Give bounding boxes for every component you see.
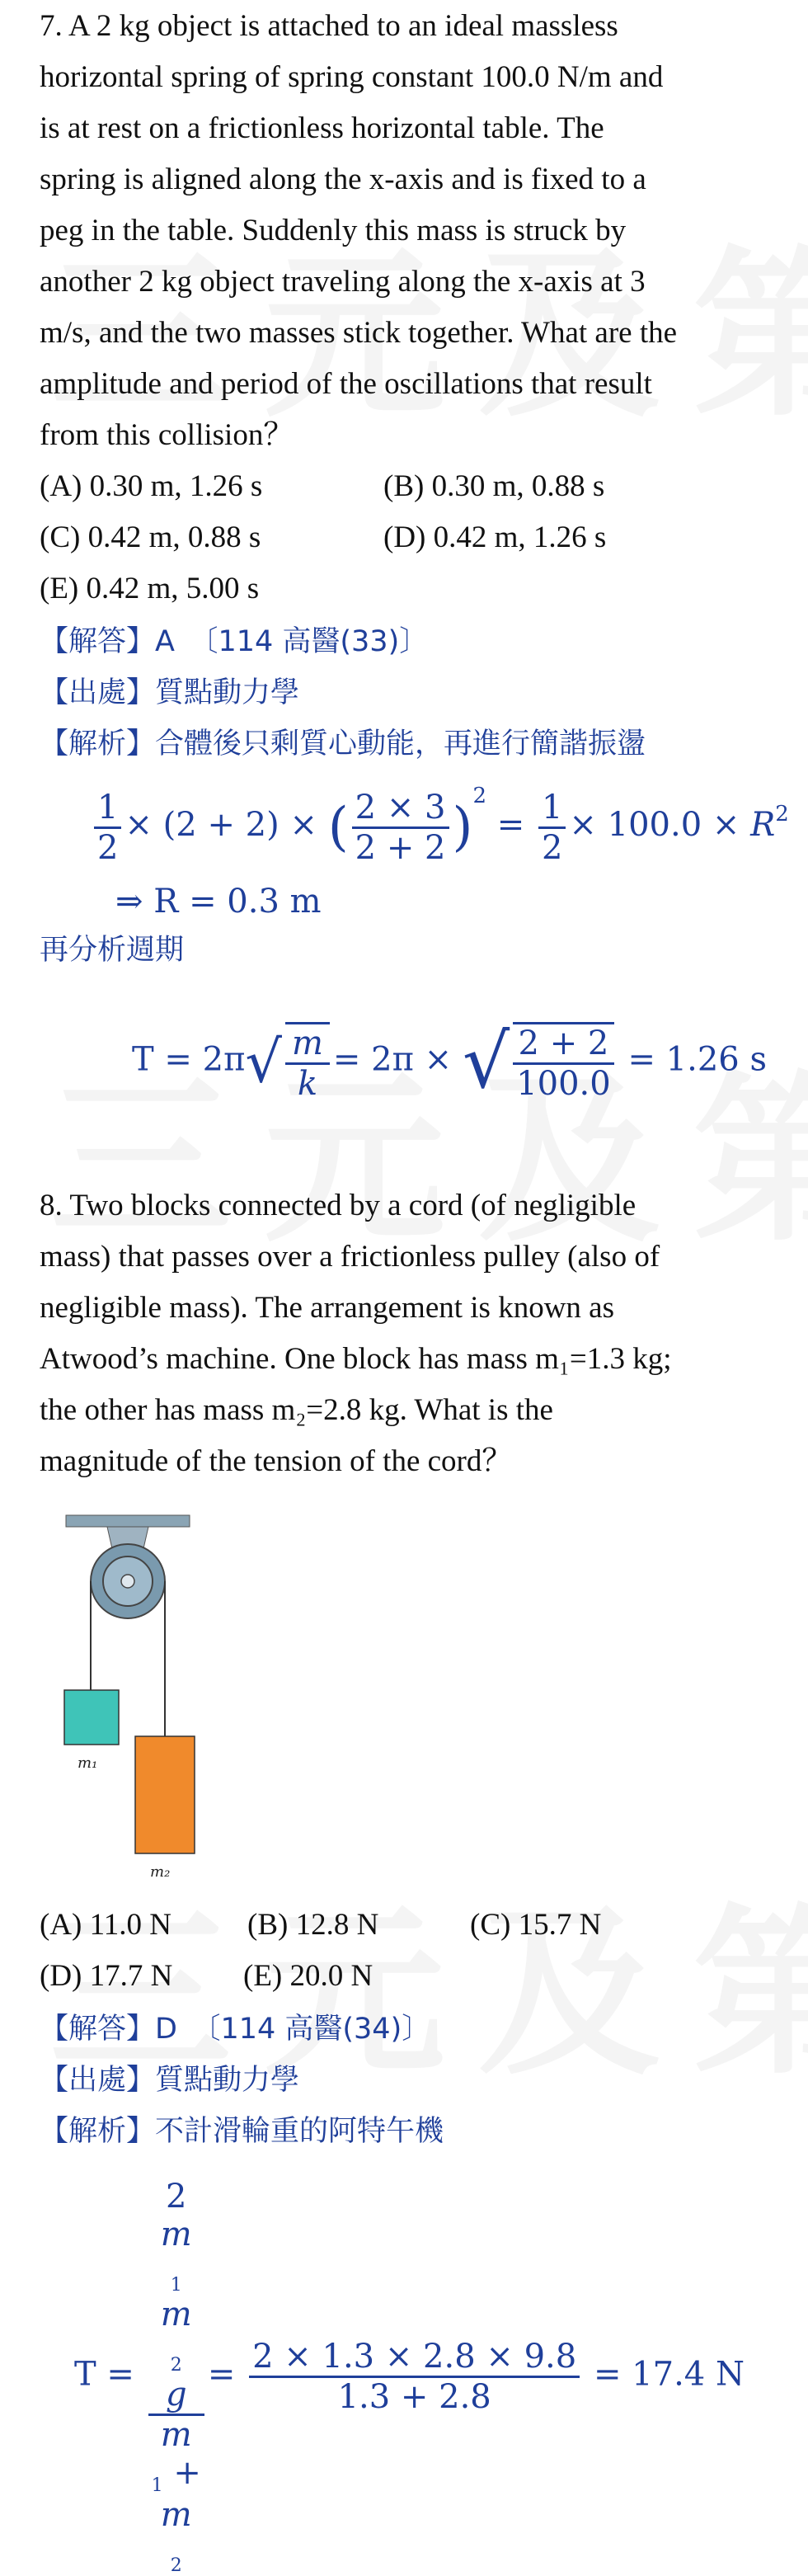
atwood-machine-figure	[58, 1514, 206, 1885]
q7-option-a: (A) 0.30 m, 1.26 s	[40, 469, 263, 503]
ceiling-mount	[66, 1515, 190, 1527]
q8-option-d: (D) 17.7 N	[40, 1959, 173, 1993]
q7-option-c: (C) 0.42 m, 0.88 s	[40, 520, 261, 554]
q7-line: another 2 kg object traveling along the x-axis at 3	[40, 265, 646, 299]
q7-eq1-equals: =	[496, 806, 535, 844]
pulley-axle	[121, 1575, 134, 1588]
q8-option-e: (E) 20.0 N	[243, 1959, 373, 1993]
q7-line: spring is aligned along the x-axis and is fixed to a	[40, 162, 646, 196]
q7-line: 7. A 2 kg object is attached to an ideal massless	[40, 9, 618, 43]
q8-tension-equation: T = 2 m $_1$ m $_2$ g m $_1$ + m $_2$ = $\frac{2 \times 1.3 \times 2.8 \times 9.8}{1.3 + 2.8}$ = 17.4 N	[74, 2178, 745, 2576]
q7-line: from this collision？	[40, 418, 294, 452]
q7-line: amplitude and period of the oscillations that result	[40, 367, 652, 401]
q8-answer: 【解答】D 〔114 高醫(34)〕	[40, 2013, 431, 2046]
q7-line: is at rest on a frictionless horizontal table. The	[40, 111, 604, 145]
q8-source: 【出處】質點動力學	[40, 2064, 300, 2097]
q8-tension-result: = 17.4 N	[593, 2355, 745, 2394]
q8-option-c: (C) 15.7 N	[470, 1908, 602, 1942]
q7-analysis: 【解析】合體後只剩質心動能，再進行簡諧振盪	[40, 728, 646, 761]
q7-period-result: = 1.26 s	[627, 1040, 767, 1079]
q7-answer: 【解答】A 〔114 高醫(33)〕	[40, 625, 429, 658]
q7-line: horizontal spring of spring constant 100.0 N/m and	[40, 60, 664, 94]
q8-analysis: 【解析】不計滑輪重的阿特午機	[40, 2115, 444, 2148]
q7-period-heading: 再分析週期	[40, 934, 185, 967]
q7-amplitude-result: ⇒ R = 0.3 m	[115, 883, 322, 921]
block-m2	[135, 1736, 195, 1853]
q8-line: magnitude of the tension of the cord？	[40, 1444, 513, 1478]
label-m2: m₂	[150, 1863, 171, 1881]
q7-line: m/s, and the two masses stick together. What are the	[40, 316, 678, 350]
q8-line: the other has mass m₂=2.8 kg. What is the	[40, 1393, 553, 1427]
q7-line: peg in the table. Suddenly this mass is struck by	[40, 214, 627, 247]
q8-line: Atwood’s machine. One block has mass m₁=1.3 kg;	[40, 1342, 672, 1376]
q8-line: negligible mass). The arrangement is known as	[40, 1291, 615, 1325]
block-m1	[64, 1690, 119, 1745]
q8-line: 8. Two blocks connected by a cord (of negligible	[40, 1189, 637, 1222]
q7-option-b: (B) 0.30 m, 0.88 s	[383, 469, 605, 503]
label-m1: m₁	[78, 1754, 98, 1772]
q7-source: 【出處】質點動力學	[40, 676, 300, 709]
q7-energy-equation: $\frac{1}{2}$ × (2 + 2) × ( $\frac{2 \times 3}{2 + 2}$ )$^2$ = $\frac{1}{2}$ × $100.0 \times R^2$	[91, 784, 789, 867]
q7-option-e: (E) 0.42 m, 5.00 s	[40, 572, 260, 605]
q8-option-a: (A) 11.0 N	[40, 1908, 171, 1942]
q7-period-equation: T = 2π√ $\frac{m}{k}$ = 2π × √ $\frac{2 + 2}{100.0}$ = 1.26 s	[132, 1019, 767, 1105]
q8-option-b: (B) 12.8 N	[247, 1908, 379, 1942]
q7-option-d: (D) 0.42 m, 1.26 s	[383, 520, 607, 554]
q8-line: mass) that passes over a frictionless pulley (also of	[40, 1240, 660, 1274]
